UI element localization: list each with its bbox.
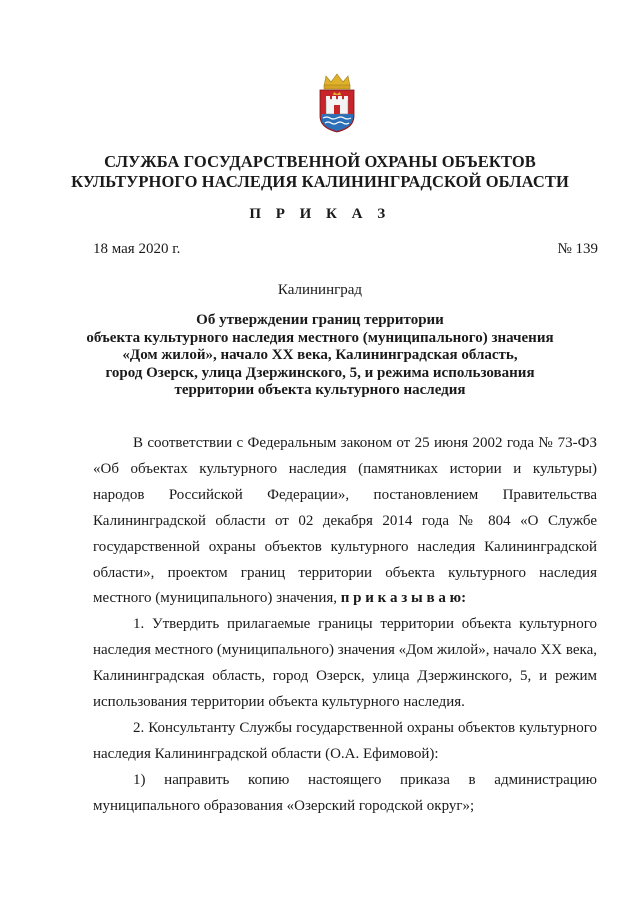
- item-1-paragraph: 1. Утвердить прилагаемые границы территории объекта культурного наследия местного (муниципального) значения «Дом жилой», начало XX века, Калининградская область, город Озерск, улица Дзержинского, 5, и режим использования территории объекта культурного наследия.: [93, 616, 597, 711]
- agency-name-line-1: СЛУЖБА ГОСУДАРСТВЕННОЙ ОХРАНЫ ОБЪЕКТОВ: [104, 152, 536, 171]
- title-line-3: «Дом жилой», начало XX века, Калининградская область,: [122, 347, 518, 363]
- document-city: Калининград: [277, 282, 363, 298]
- document-type: П Р И К А З: [249, 206, 391, 222]
- kaliningrad-coat-of-arms-icon: [316, 72, 358, 134]
- document-title: [40, 312, 600, 400]
- order-word: п р и к а з ы в а ю:: [340, 590, 467, 607]
- document-number: № 139: [557, 241, 598, 257]
- title-line-4: город Озерск, улица Дзержинского, 5, и режима использования: [105, 364, 535, 381]
- title-line-5: территории объекта культурного наследия: [174, 382, 466, 398]
- title-line-2: объекта культурного наследия местного (муниципального) значения: [86, 329, 554, 346]
- title-line-1: Об утверждении границ территории: [196, 312, 444, 328]
- agency-name: [60, 152, 580, 192]
- preamble-paragraph: [93, 431, 597, 612]
- document-body: [93, 431, 597, 820]
- item-2-paragraph: 2. Консультанту Службы государственной охраны объектов культурного наследия Калининградской области (О.А. Ефимовой):: [93, 719, 597, 762]
- item-2-1-paragraph: 1) направить копию настоящего приказа в администрацию муниципального образования «Озерский городской округ»;: [93, 771, 597, 814]
- preamble-text: В соответствии с Федеральным законом от 25 июня 2002 года № 73-ФЗ «Об объектах культурного наследия (памятниках истории и культуры) народов Российской Федерации», постановлением Правительства Калининградской области от 02 декабря 2014 года № 804 «О Службе государственной охраны объектов культурного наследия Калининградской области», проектом границ территории объекта культурного наследия местного (муниципального) значения,: [93, 435, 597, 607]
- document-date: 18 мая 2020 г.: [93, 241, 181, 257]
- agency-name-line-2: КУЛЬТУРНОГО НАСЛЕДИЯ КАЛИНИНГРАДСКОЙ ОБЛАСТИ: [71, 172, 569, 191]
